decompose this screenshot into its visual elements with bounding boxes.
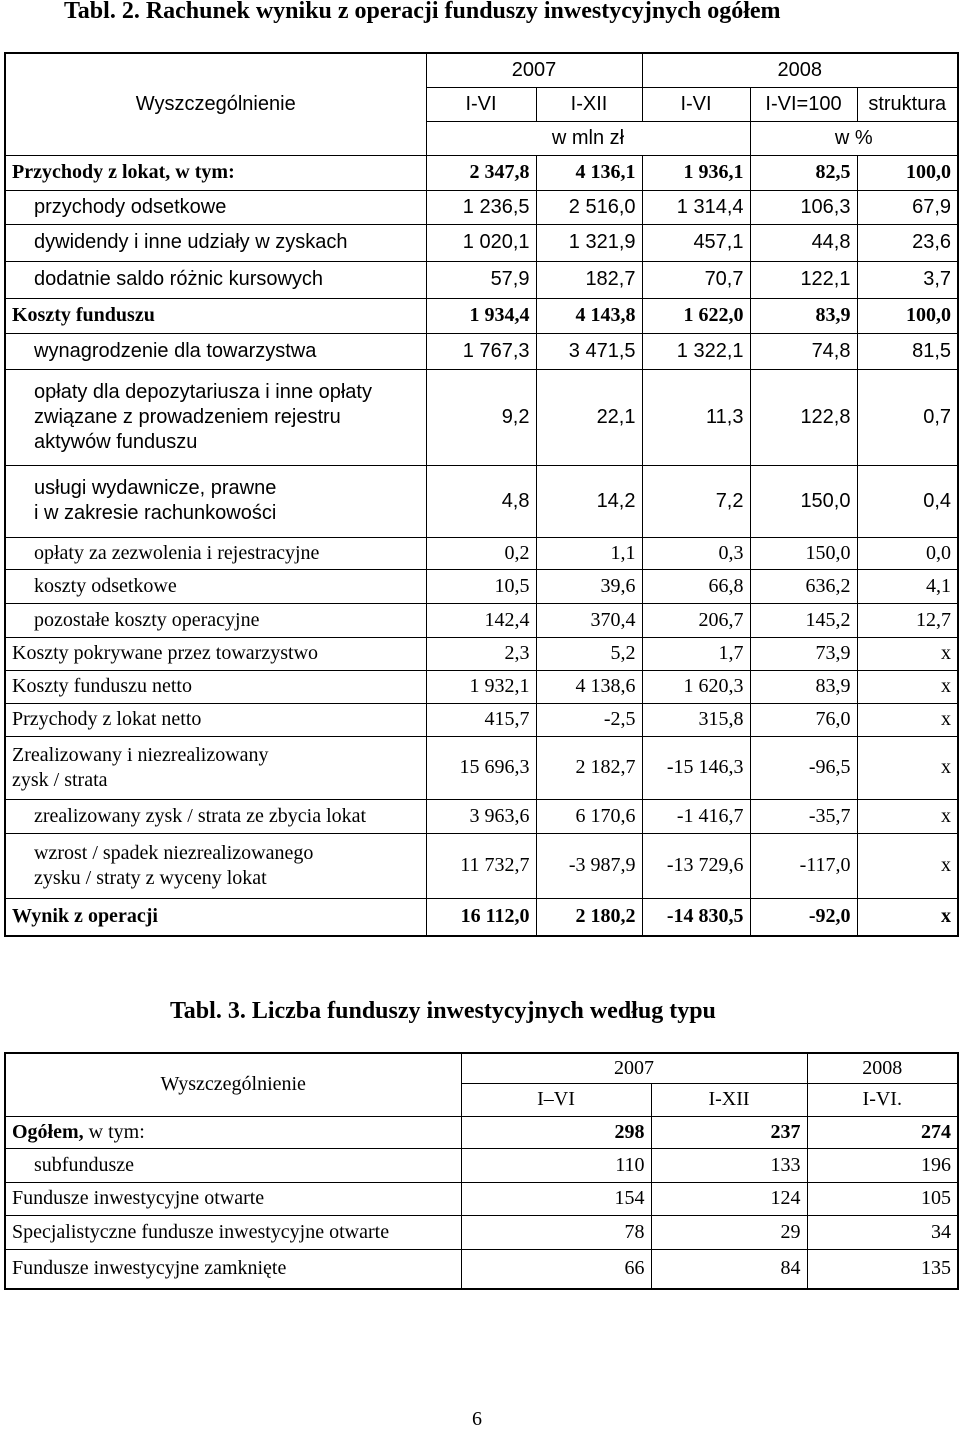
row-label: Koszty funduszu bbox=[5, 298, 426, 333]
row-label-line: zysku / straty z wyceny lokat bbox=[34, 866, 267, 889]
table-row bbox=[5, 1215, 958, 1249]
table-2-title: Tabl. 2. Rachunek wyniku z operacji funduszy inwestycyjnych ogółem bbox=[64, 0, 781, 24]
value-cell: 1,7 bbox=[642, 637, 750, 670]
value-cell: 83,9 bbox=[750, 670, 857, 703]
header-period: I–VI bbox=[461, 1083, 651, 1116]
value-cell: -117,0 bbox=[750, 833, 857, 898]
header-period: I-VI bbox=[642, 87, 750, 121]
value-cell: -14 830,5 bbox=[642, 898, 750, 936]
value-cell: 15 696,3 bbox=[426, 736, 536, 799]
row-label: koszty odsetkowe bbox=[5, 569, 426, 603]
header-period: I-VI=100 bbox=[750, 87, 857, 121]
value-cell: 2 347,8 bbox=[426, 155, 536, 190]
value-cell: 2 180,2 bbox=[536, 898, 642, 936]
value-cell: 0,0 bbox=[857, 537, 958, 569]
value-cell: 66 bbox=[461, 1249, 651, 1289]
value-cell: 3 471,5 bbox=[536, 333, 642, 369]
row-label-line: związane z prowadzeniem rejestru bbox=[34, 405, 341, 428]
value-cell: 133 bbox=[651, 1148, 807, 1182]
value-cell: 1 934,4 bbox=[426, 298, 536, 333]
value-cell: 16 112,0 bbox=[426, 898, 536, 936]
row-label-line: wzrost / spadek niezrealizowanego bbox=[34, 841, 314, 864]
value-cell: 274 bbox=[807, 1116, 958, 1148]
value-cell: 3,7 bbox=[857, 261, 958, 298]
funds-by-type-table bbox=[4, 1052, 959, 1290]
row-label-line: usługi wydawnicze, prawne bbox=[34, 477, 277, 499]
header-year-2007: 2007 bbox=[461, 1053, 807, 1083]
table-body bbox=[5, 155, 958, 936]
header-unit-pct: w % bbox=[750, 121, 958, 155]
table-row bbox=[5, 298, 958, 333]
row-label-line: Zrealizowany i niezrealizowany bbox=[12, 743, 269, 766]
value-cell: 124 bbox=[651, 1182, 807, 1215]
value-cell: 122,1 bbox=[750, 261, 857, 298]
value-cell: 1 932,1 bbox=[426, 670, 536, 703]
value-cell: 135 bbox=[807, 1249, 958, 1289]
value-cell: 106,3 bbox=[750, 190, 857, 224]
table-row bbox=[5, 1148, 958, 1182]
header-period: I-VI bbox=[426, 87, 536, 121]
table-row bbox=[5, 603, 958, 637]
header-period: struktura bbox=[857, 87, 958, 121]
value-cell: 150,0 bbox=[750, 465, 857, 537]
value-cell: x bbox=[857, 703, 958, 736]
table-row bbox=[5, 670, 958, 703]
value-cell: -35,7 bbox=[750, 799, 857, 833]
value-cell: 84 bbox=[651, 1249, 807, 1289]
row-label: Fundusze inwestycyjne zamknięte bbox=[5, 1249, 461, 1289]
value-cell: 370,4 bbox=[536, 603, 642, 637]
header-unit-mln: w mln zł bbox=[426, 121, 750, 155]
value-cell: 4 136,1 bbox=[536, 155, 642, 190]
value-cell: 457,1 bbox=[642, 224, 750, 261]
value-cell: 2 516,0 bbox=[536, 190, 642, 224]
value-cell: x bbox=[857, 736, 958, 799]
value-cell: 415,7 bbox=[426, 703, 536, 736]
value-cell: 39,6 bbox=[536, 569, 642, 603]
value-cell: 76,0 bbox=[750, 703, 857, 736]
row-label-line: opłaty dla depozytariusza i inne opłaty bbox=[34, 380, 372, 403]
value-cell: x bbox=[857, 670, 958, 703]
value-cell: 315,8 bbox=[642, 703, 750, 736]
value-cell: -96,5 bbox=[750, 736, 857, 799]
table-row bbox=[5, 1249, 958, 1289]
value-cell: 1,1 bbox=[536, 537, 642, 569]
value-cell: 182,7 bbox=[536, 261, 642, 298]
value-cell: 0,7 bbox=[857, 369, 958, 465]
income-statement-table bbox=[4, 52, 959, 937]
page-number: 6 bbox=[472, 1408, 482, 1430]
value-cell: 2,3 bbox=[426, 637, 536, 670]
value-cell: 142,4 bbox=[426, 603, 536, 637]
value-cell: 29 bbox=[651, 1215, 807, 1249]
value-cell: 145,2 bbox=[750, 603, 857, 637]
value-cell: 105 bbox=[807, 1182, 958, 1215]
row-label bbox=[5, 465, 426, 537]
value-cell: 150,0 bbox=[750, 537, 857, 569]
table-3-title: Tabl. 3. Liczba funduszy inwestycyjnych według typu bbox=[170, 998, 716, 1024]
value-cell: 66,8 bbox=[642, 569, 750, 603]
header-year-2008: 2008 bbox=[642, 53, 958, 87]
value-cell: 237 bbox=[651, 1116, 807, 1148]
value-cell: 1 620,3 bbox=[642, 670, 750, 703]
value-cell: 34 bbox=[807, 1215, 958, 1249]
value-cell: -15 146,3 bbox=[642, 736, 750, 799]
table-row bbox=[5, 898, 958, 936]
value-cell: 1 020,1 bbox=[426, 224, 536, 261]
value-cell: -13 729,6 bbox=[642, 833, 750, 898]
table-row bbox=[5, 537, 958, 569]
value-cell: -3 987,9 bbox=[536, 833, 642, 898]
value-cell: 44,8 bbox=[750, 224, 857, 261]
value-cell: -92,0 bbox=[750, 898, 857, 936]
row-label: pozostałe koszty operacyjne bbox=[5, 603, 426, 637]
header-period: I-XII bbox=[651, 1083, 807, 1116]
row-label: wynagrodzenie dla towarzystwa bbox=[5, 333, 426, 369]
value-cell: 0,4 bbox=[857, 465, 958, 537]
value-cell: 4 138,6 bbox=[536, 670, 642, 703]
value-cell: 78 bbox=[461, 1215, 651, 1249]
value-cell: 73,9 bbox=[750, 637, 857, 670]
header-period: I-VI. bbox=[807, 1083, 958, 1116]
table-row bbox=[5, 1116, 958, 1148]
row-label: Przychody z lokat, w tym: bbox=[5, 155, 426, 190]
value-cell: 1 321,9 bbox=[536, 224, 642, 261]
value-cell: 4,1 bbox=[857, 569, 958, 603]
value-cell: 11 732,7 bbox=[426, 833, 536, 898]
value-cell: 74,8 bbox=[750, 333, 857, 369]
value-cell: 12,7 bbox=[857, 603, 958, 637]
header-year-2007: 2007 bbox=[426, 53, 642, 87]
header-label: Wyszczególnienie bbox=[5, 53, 426, 155]
value-cell: 1 622,0 bbox=[642, 298, 750, 333]
row-label-bold: Ogółem, bbox=[12, 1120, 84, 1143]
table-row bbox=[5, 333, 958, 369]
value-cell: 1 322,1 bbox=[642, 333, 750, 369]
value-cell: 22,1 bbox=[536, 369, 642, 465]
value-cell: 2 182,7 bbox=[536, 736, 642, 799]
table-row bbox=[5, 736, 958, 799]
row-label: dywidendy i inne udziały w zyskach bbox=[5, 224, 426, 261]
value-cell: 0,3 bbox=[642, 537, 750, 569]
row-label-line: aktywów funduszu bbox=[34, 430, 198, 453]
value-cell: 57,9 bbox=[426, 261, 536, 298]
table-row bbox=[5, 190, 958, 224]
table-row bbox=[5, 369, 958, 465]
row-label: opłaty za zezwolenia i rejestracyjne bbox=[5, 537, 426, 569]
row-label bbox=[5, 1116, 461, 1148]
value-cell: 100,0 bbox=[857, 155, 958, 190]
row-label bbox=[5, 369, 426, 465]
table-row bbox=[5, 833, 958, 898]
table-row bbox=[5, 703, 958, 736]
table-row bbox=[5, 465, 958, 537]
value-cell: 154 bbox=[461, 1182, 651, 1215]
value-cell: 4 143,8 bbox=[536, 298, 642, 333]
value-cell: 206,7 bbox=[642, 603, 750, 637]
value-cell: 0,2 bbox=[426, 537, 536, 569]
value-cell: -2,5 bbox=[536, 703, 642, 736]
value-cell: 81,5 bbox=[857, 333, 958, 369]
value-cell: 110 bbox=[461, 1148, 651, 1182]
value-cell: 70,7 bbox=[642, 261, 750, 298]
value-cell: 10,5 bbox=[426, 569, 536, 603]
row-label: dodatnie saldo różnic kursowych bbox=[5, 261, 426, 298]
row-label: subfundusze bbox=[5, 1148, 461, 1182]
value-cell: 14,2 bbox=[536, 465, 642, 537]
value-cell: x bbox=[857, 799, 958, 833]
value-cell: 82,5 bbox=[750, 155, 857, 190]
table-row bbox=[5, 637, 958, 670]
row-label bbox=[5, 736, 426, 799]
value-cell: 5,2 bbox=[536, 637, 642, 670]
header-period: I-XII bbox=[536, 87, 642, 121]
row-label-line: i w zakresie rachunkowości bbox=[34, 502, 277, 524]
value-cell: x bbox=[857, 833, 958, 898]
row-label: Specjalistyczne fundusze inwestycyjne otwarte bbox=[5, 1215, 461, 1249]
row-label bbox=[5, 833, 426, 898]
row-label-line: zysk / strata bbox=[12, 768, 108, 791]
value-cell: 100,0 bbox=[857, 298, 958, 333]
value-cell: 9,2 bbox=[426, 369, 536, 465]
table-row bbox=[5, 155, 958, 190]
value-cell: 636,2 bbox=[750, 569, 857, 603]
row-label: Przychody z lokat netto bbox=[5, 703, 426, 736]
row-label: Koszty pokrywane przez towarzystwo bbox=[5, 637, 426, 670]
value-cell: 196 bbox=[807, 1148, 958, 1182]
value-cell: 3 963,6 bbox=[426, 799, 536, 833]
value-cell: 11,3 bbox=[642, 369, 750, 465]
table-body bbox=[5, 1116, 958, 1289]
table-row bbox=[5, 261, 958, 298]
value-cell: 4,8 bbox=[426, 465, 536, 537]
table-row bbox=[5, 799, 958, 833]
row-label: Koszty funduszu netto bbox=[5, 670, 426, 703]
value-cell: 23,6 bbox=[857, 224, 958, 261]
row-label-suffix: w tym: bbox=[83, 1120, 145, 1143]
value-cell: 6 170,6 bbox=[536, 799, 642, 833]
row-label: przychody odsetkowe bbox=[5, 190, 426, 224]
value-cell: 1 314,4 bbox=[642, 190, 750, 224]
value-cell: 1 236,5 bbox=[426, 190, 536, 224]
value-cell: x bbox=[857, 637, 958, 670]
table-row bbox=[5, 224, 958, 261]
header-label: Wyszczególnienie bbox=[5, 1053, 461, 1116]
value-cell: 122,8 bbox=[750, 369, 857, 465]
table-row bbox=[5, 1182, 958, 1215]
value-cell: 83,9 bbox=[750, 298, 857, 333]
value-cell: x bbox=[857, 898, 958, 936]
value-cell: 7,2 bbox=[642, 465, 750, 537]
header-year-2008: 2008 bbox=[807, 1053, 958, 1083]
value-cell: 1 936,1 bbox=[642, 155, 750, 190]
value-cell: 298 bbox=[461, 1116, 651, 1148]
value-cell: -1 416,7 bbox=[642, 799, 750, 833]
row-label: zrealizowany zysk / strata ze zbycia lokat bbox=[5, 799, 426, 833]
row-label: Fundusze inwestycyjne otwarte bbox=[5, 1182, 461, 1215]
row-label: Wynik z operacji bbox=[5, 898, 426, 936]
value-cell: 67,9 bbox=[857, 190, 958, 224]
table-row bbox=[5, 569, 958, 603]
value-cell: 1 767,3 bbox=[426, 333, 536, 369]
